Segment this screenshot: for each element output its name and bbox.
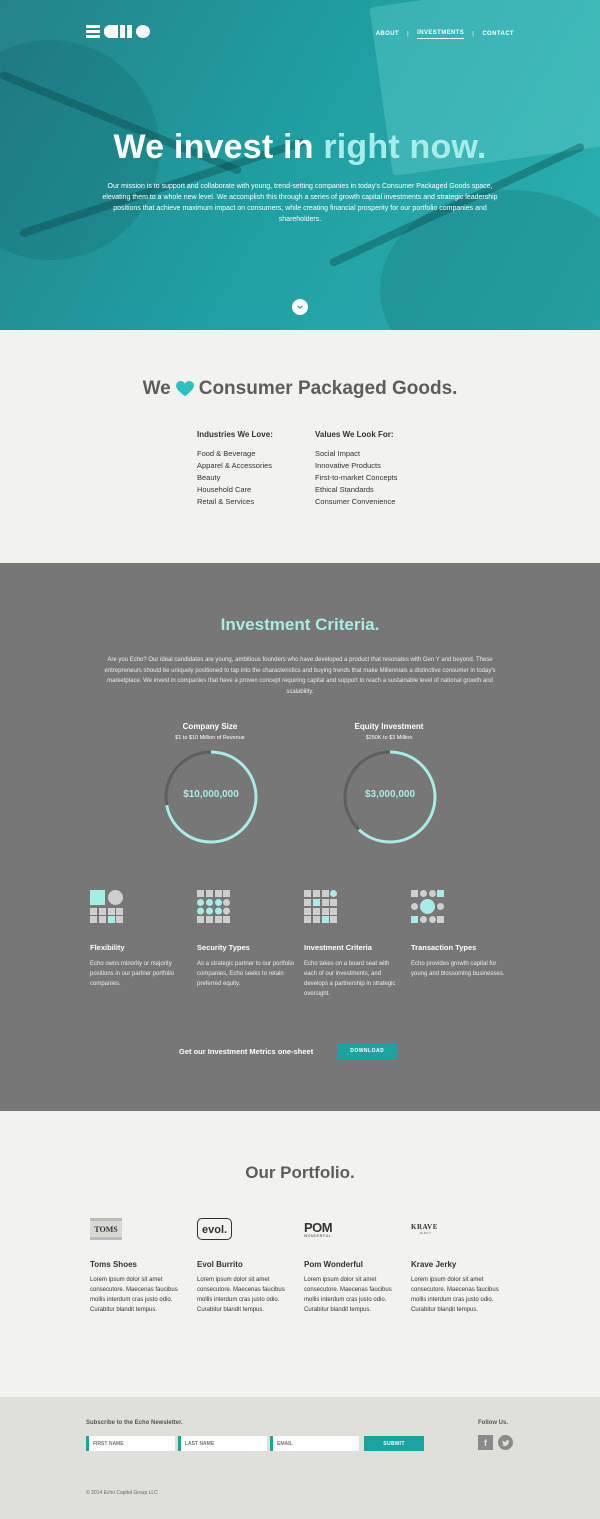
portfolio-name: Toms Shoes (90, 1260, 137, 1269)
portfolio-name: Evol Burrito (197, 1260, 243, 1269)
portfolio-name: Krave Jerky (411, 1260, 457, 1269)
list-item: First-to-market Concepts (315, 473, 398, 482)
metrics-cta (179, 1043, 397, 1059)
metric-value: $10,000,000 (183, 789, 239, 800)
list-item: Retail & Services (197, 497, 255, 506)
list-item: Household Care (197, 485, 252, 494)
metric-subtitle: $1 to $10 Million of Revenue (175, 735, 245, 741)
list-item: Innovative Products (315, 461, 381, 470)
feature-security-types (197, 890, 297, 989)
logo-letter-h (120, 25, 132, 38)
facebook-icon[interactable]: f (478, 1435, 493, 1450)
metric-title: Company Size (182, 722, 238, 731)
feature-flexibility (90, 890, 190, 989)
portfolio-item-toms (90, 1217, 190, 1315)
portfolio-item-krave (411, 1217, 511, 1315)
feature-transaction-types (411, 890, 511, 979)
cpg-lists (197, 430, 433, 508)
chevron-down-icon (296, 303, 304, 311)
copyright: © 2014 Echo Capital Group LLC (86, 1490, 158, 1496)
hero-headline-accent: right now. (323, 128, 487, 166)
feature-text: Echo owns minority or majority positions in our partner portfolio companies. (90, 961, 175, 987)
footer (0, 1397, 600, 1519)
flexibility-icon (90, 890, 123, 923)
hero-headline-main: We invest in (113, 128, 314, 166)
echo-logo[interactable] (86, 25, 150, 38)
nav-investments[interactable]: INVESTMENTS (417, 28, 464, 39)
scroll-down-button[interactable] (292, 299, 308, 315)
evol-logo[interactable]: evol. (197, 1217, 297, 1241)
list-item: Consumer Convenience (315, 497, 396, 506)
newsletter-title: Subscribe to the Echo Newsletter. (86, 1420, 183, 1426)
portfolio-text: Lorem ipsum dolor sit amet consecutore. Maecenas faucibus mollis interdum cras justo odio. Curabitur blandit tempus. (90, 1277, 178, 1313)
metric-title: Equity Investment (354, 722, 424, 731)
social-links (478, 1435, 513, 1450)
portfolio-item-pom (304, 1217, 404, 1315)
krave-logo[interactable]: KRAVE JERKY (411, 1223, 438, 1235)
investment-criteria-icon (304, 890, 337, 923)
feature-title: Transaction Types (411, 943, 477, 952)
download-button[interactable]: DOWNLOAD (337, 1043, 397, 1059)
portfolio-text: Lorem ipsum dolor sit amet consecutore. Maecenas faucibus mollis interdum cras justo odio. Curabitur blandit tempus. (197, 1277, 285, 1313)
portfolio-name: Pom Wonderful (304, 1260, 363, 1269)
twitter-icon[interactable] (498, 1435, 513, 1450)
list-item: Apparel & Accessories (197, 461, 273, 470)
security-types-icon (197, 890, 230, 923)
values-list (315, 430, 433, 508)
metric-value: $3,000,000 (364, 789, 416, 800)
last-name-field[interactable] (178, 1436, 267, 1451)
nav-about[interactable]: ABOUT (375, 30, 400, 37)
follow-title: Follow Us. (478, 1420, 508, 1426)
newsletter-form (86, 1436, 424, 1451)
hero-section (0, 0, 600, 330)
submit-button[interactable]: SUBMIT (364, 1436, 424, 1451)
cpg-section (0, 330, 600, 563)
cta-text: Get our Investment Metrics one-sheet (179, 1046, 314, 1056)
heart-icon (176, 381, 194, 397)
transaction-types-icon (411, 890, 444, 923)
feature-investment-criteria (304, 890, 404, 999)
industries-list (197, 430, 315, 508)
portfolio-section (0, 1111, 600, 1397)
portfolio-title: Our Portfolio. (245, 1163, 355, 1182)
industries-heading: Industries We Love: (197, 430, 273, 439)
logo-letter-o (136, 25, 150, 38)
metric-equity-investment (334, 722, 444, 800)
list-item: Social Impact (315, 449, 361, 458)
feature-text: Echo provides growth capital for young and blossoming businesses. (411, 961, 505, 977)
metric-company-size (155, 722, 265, 800)
list-item: Food & Beverage (197, 449, 256, 458)
values-heading: Values We Look For: (315, 430, 394, 439)
email-input[interactable] (277, 1441, 357, 1447)
pom-logo[interactable]: POM WONDERFUL. (304, 1219, 333, 1238)
toms-logo[interactable]: TOMS (90, 1217, 190, 1241)
feature-text: Echo takes on a board seat with each of our investments, and develops a partnership in strategic oversight. (304, 961, 396, 997)
logo-letter-c (104, 25, 118, 38)
portfolio-item-evol (197, 1217, 297, 1315)
cpg-title: We Consumer Packaged Goods. (142, 378, 458, 399)
nav-contact[interactable]: CONTACT (482, 30, 514, 37)
logo-letter-e (86, 25, 100, 38)
first-name-input[interactable] (93, 1441, 173, 1447)
first-name-field[interactable] (86, 1436, 175, 1451)
main-nav: ABOUT | INVESTMENTS | CONTACT (376, 28, 514, 39)
portfolio-text: Lorem ipsum dolor sit amet consecutore. Maecenas faucibus mollis interdum cras justo odio. Curabitur blandit tempus. (304, 1277, 392, 1313)
hero-mission-text: Our mission is to support and collaborate with young, trend-setting companies in today's Consumer Packaged Goods space, elevating them to a whole new level. We accomplish this through a series of growth capital investments and strategic leadership positions that achieve maximum impact on consumers, while creating financial prosperity for our portfolio companies and shareholders. (102, 183, 498, 223)
list-item: Ethical Standards (315, 485, 374, 494)
list-item: Beauty (197, 473, 221, 482)
portfolio-text: Lorem ipsum dolor sit amet consecutore. Maecenas faucibus mollis interdum cras justo odio. Curabitur blandit tempus. (411, 1277, 499, 1313)
feature-text: As a strategic partner to our portfolio companies, Echo seeks to retain preferred equity. (197, 961, 295, 987)
feature-title: Security Types (197, 943, 250, 952)
hero-headline (0, 128, 600, 167)
feature-title: Flexibility (90, 943, 125, 952)
criteria-intro: Are you Echo? Our ideal candidates are young, ambitious founders who have developed a product that resonates with Gen Y and beyond. These entrepreneurs should be uniquely positioned to tap into the characteristics and buying trends that make Millennials a distinctive consumer in today's marketplace. We invest in companies that have a proven concept requiring capital and support to reach a sustainable level of national growth and scalability. (104, 657, 496, 695)
metric-subtitle: $250K to $3 Million (365, 735, 413, 741)
criteria-title: Investment Criteria. (220, 615, 380, 634)
last-name-input[interactable] (185, 1441, 265, 1447)
investment-criteria-section (0, 563, 600, 1111)
feature-title: Investment Criteria (304, 943, 372, 952)
email-field[interactable] (270, 1436, 359, 1451)
